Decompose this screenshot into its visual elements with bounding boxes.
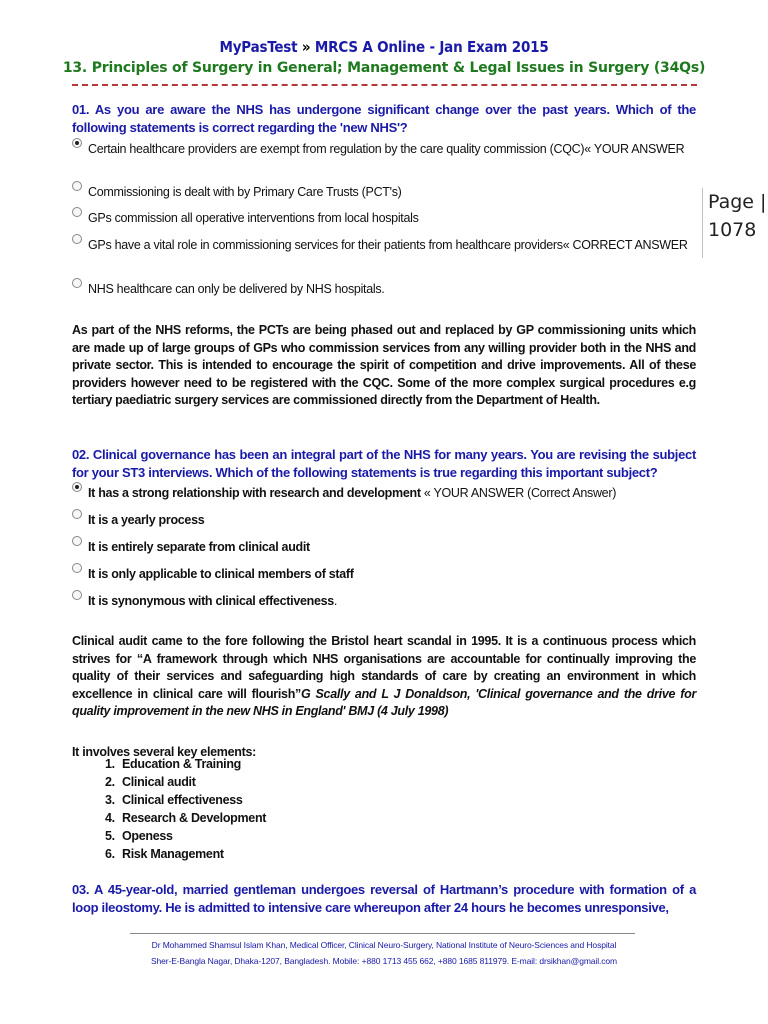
radio-icon[interactable] [72, 536, 82, 546]
q2-option-1-text: It has a strong relationship with research and development [88, 486, 421, 500]
q2-option-5[interactable] [72, 593, 696, 610]
header-divider [72, 84, 697, 86]
q2-option-5-note: . [333, 594, 338, 608]
q1-option-3-text: GPs commission all operative interventions from local hospitals [88, 211, 419, 225]
elements-intro: It involves several key elements: [72, 745, 256, 759]
q1-option-2[interactable] [72, 184, 696, 201]
radio-icon[interactable] [72, 563, 82, 573]
elements-list [72, 755, 266, 863]
exam-name: MRCS A Online - Jan Exam 2015 [314, 38, 549, 56]
page-number-box [702, 188, 768, 258]
radio-selected-icon[interactable] [72, 138, 82, 148]
q2-option-3-text: It is entirely separate from clinical audit [88, 540, 310, 554]
q2-citation: G Scally and L J Donaldson, 'Clinical governance and the drive for quality improvement in the new NHS in England' BMJ (4 July 1998) [72, 686, 697, 718]
list-item: 3. Clinical effectiveness [118, 791, 266, 809]
q2-explanation [72, 633, 696, 721]
q1-option-5-text: NHS healthcare can only be delivered by NHS hospitals. [88, 282, 385, 296]
title-separator: » [301, 38, 311, 56]
page-label: Page | [708, 191, 767, 213]
header-title [0, 38, 768, 56]
q1-option-3[interactable] [72, 210, 696, 227]
q1-option-1[interactable] [72, 141, 696, 158]
q2-option-1[interactable] [72, 485, 696, 502]
q2-explanation-text: Clinical audit came to the fore following the Bristol heart scandal in 1995. It is a continuous process which strives for “A framework through which NHS organisations are accountable for continually improving the quality of their services and safeguarding high standards of care by creating an environment in which excellence in clinical care will flourish” [72, 634, 696, 701]
q2-option-2-text: It is a yearly process [88, 513, 205, 527]
q1-option-4[interactable] [72, 237, 696, 254]
q1-option-5[interactable] [72, 281, 696, 298]
list-item: 2. Clinical audit [118, 773, 266, 791]
q1-option-2-text: Commissioning is dealt with by Primary Care Trusts (PCT's) [88, 185, 402, 199]
question-1-stem: 01. As you are aware the NHS has undergone significant change over the past years. Which of the following statements is correct regarding the 'new NHS'? [72, 102, 696, 135]
q2-option-2[interactable] [72, 512, 696, 529]
list-item: 4. Research & Development [118, 809, 266, 827]
q2-option-5-text: It is synonymous with clinical effectiveness [88, 594, 334, 608]
list-item: 5. Openess [118, 827, 266, 845]
radio-icon[interactable] [72, 181, 82, 191]
q2-option-4-text: It is only applicable to clinical members of staff [88, 567, 354, 581]
question-3-stem: 03. A 45-year-old, married gentleman undergoes reversal of Hartmann’s procedure with formation of a loop ileostomy. He is admitted to intensive care whereupon after 24 hours he becomes unresponsive, [72, 882, 696, 915]
q2-option-4[interactable] [72, 566, 696, 583]
site-name: MyPasTest [219, 38, 298, 56]
footer-line-1: Dr Mohammed Shamsul Islam Khan, Medical Officer, Clinical Neuro-Surgery, National Institute of Neuro-Sciences and Hospital [151, 940, 617, 950]
q2-option-1-note: « YOUR ANSWER (Correct Answer) [420, 486, 617, 500]
radio-icon[interactable] [72, 509, 82, 519]
question-2-stem: 02. Clinical governance has been an integral part of the NHS for many years. You are revising the subject for your ST3 interviews. Which of the following statements is true regarding this important subject? [72, 447, 696, 480]
footer-line-2: Sher-E-Bangla Nagar, Dhaka-1207, Bangladesh. Mobile: +880 1713 455 662, +880 1685 811979. E-mail: drsikhan@gmail.com [150, 956, 618, 966]
page-number: 1078 [708, 219, 757, 241]
radio-icon[interactable] [72, 590, 82, 600]
radio-selected-icon[interactable] [72, 482, 82, 492]
q1-option-1-text: Certain healthcare providers are exempt from regulation by the care quality commission (CQC)« YOUR ANSWER [88, 142, 685, 156]
radio-icon[interactable] [72, 278, 82, 288]
section-title: 13. Principles of Surgery in General; Management & Legal Issues in Surgery (34Qs) [62, 60, 706, 76]
radio-icon[interactable] [72, 207, 82, 217]
list-item: 6. Risk Management [118, 845, 266, 863]
q1-explanation: As part of the NHS reforms, the PCTs are being phased out and replaced by GP commissioning units which are made up of large groups of GPs who commission services from any willing provider both in the NHS and private sector. This is intended to encourage the spirit of competition and drive improvements. All of these providers however need to be registered with the CQC. Some of the more complex surgical procedures e.g tertiary paediatric surgery services are commissioned directly from the Department of Health. [72, 323, 696, 407]
list-item: 1. Education & Training [118, 755, 266, 773]
q2-option-3[interactable] [72, 539, 696, 556]
footer-divider [130, 933, 635, 934]
radio-icon[interactable] [72, 234, 82, 244]
q1-option-4-text: GPs have a vital role in commissioning services for their patients from healthcare providers« CORRECT ANSWER [88, 238, 688, 252]
